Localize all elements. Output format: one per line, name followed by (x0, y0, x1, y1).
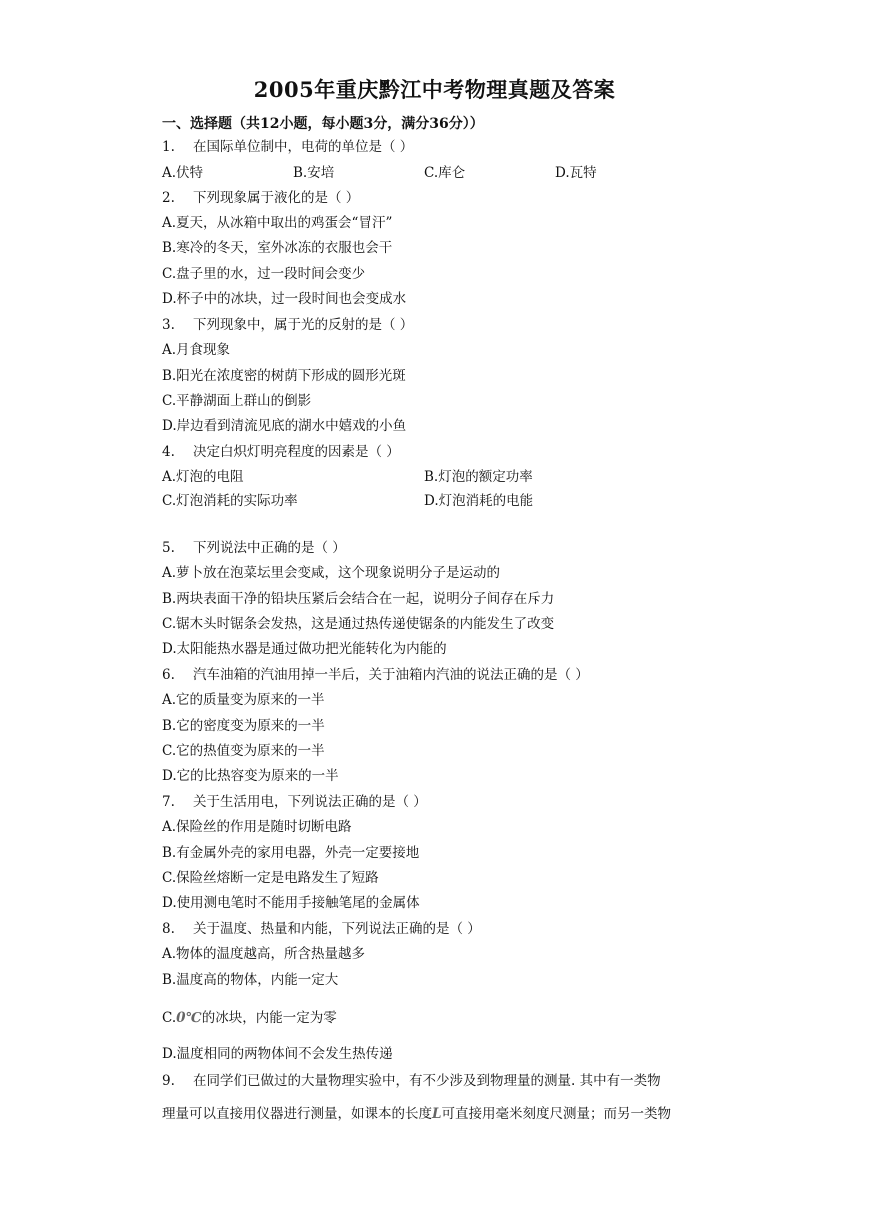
math-expression: 0℃ (176, 1010, 202, 1026)
option-a: A.月食现象 (162, 342, 231, 358)
question-4 (162, 443, 400, 461)
question-7 (162, 793, 427, 811)
question-text: 可直接用毫米刻度尺测量；而另一类物 (441, 1106, 671, 1122)
question-9-continued (162, 1105, 671, 1123)
option-a: A.萝卜放在泡菜坛里会变咸，这个现象说明分子是运动的 (162, 565, 501, 581)
option-a: A.夏天，从冰箱中取出的鸡蛋会“冒汗” (162, 215, 393, 231)
option-c: C.保险丝熔断一定是电路发生了短路 (162, 870, 379, 886)
option-b: B.它的密度变为原来的一半 (162, 718, 325, 734)
math-expression: L (432, 1106, 442, 1122)
section-heading-choice: 一、选择题（共12小题，每小题3分，满分36分）） (162, 116, 484, 132)
option-d: D.太阳能热水器是通过做功把光能转化为内能的 (162, 641, 447, 657)
question-6 (162, 666, 589, 684)
question-number: 8. (162, 921, 175, 937)
option-a: A.伏特 (162, 165, 204, 181)
question-text: 决定白炽灯明亮程度的因素是（ ） (193, 444, 400, 460)
question-2 (162, 189, 359, 207)
question-3 (162, 316, 413, 334)
option-c: C.锯木头时锯条会发热，这是通过热传递使锯条的内能发生了改变 (162, 616, 555, 632)
option-b: B.有金属外壳的家用电器，外壳一定要接地 (162, 845, 420, 861)
option-a: A.物体的温度越高，所含热量越多 (162, 946, 366, 962)
option-b: B.寒冷的冬天，室外冰冻的衣服也会干 (162, 240, 393, 256)
option-c: C.灯泡消耗的实际功率 (162, 493, 298, 509)
option-c: C.它的热值变为原来的一半 (162, 743, 325, 759)
option-c: C.平静湖面上群山的倒影 (162, 393, 312, 409)
question-text: 下列现象中，属于光的反射的是（ ） (193, 317, 414, 333)
question-5 (162, 539, 346, 557)
page-title: 2005年重庆黔江中考物理真题及答案 (253, 77, 616, 102)
question-text: 在同学们已做过的大量物理实验中，有不少涉及到物理量的测量. 其中有一类物 (193, 1073, 661, 1089)
question-text: 关于生活用电，下列说法正确的是（ ） (193, 794, 427, 810)
option-label: C. (162, 1010, 177, 1026)
question-text: 汽车油箱的汽油用掉一半后，关于油箱内汽油的说法正确的是（ ） (193, 667, 589, 683)
question-1 (162, 138, 413, 156)
question-number: 3. (162, 317, 175, 333)
question-text: 下列现象属于液化的是（ ） (193, 190, 360, 206)
question-number: 4. (162, 444, 175, 460)
option-b: B.两块表面干净的铅块压紧后会结合在一起，说明分子间存在斥力 (162, 591, 555, 607)
option-c (162, 1009, 337, 1027)
option-text: 的冰块，内能一定为零 (201, 1010, 337, 1026)
question-number: 6. (162, 667, 175, 683)
question-text: 关于温度、热量和内能，下列说法正确的是（ ） (193, 921, 481, 937)
option-a: A.保险丝的作用是随时切断电路 (162, 819, 352, 835)
question-text: 理量可以直接用仪器进行测量，如课本的长度 (162, 1106, 432, 1122)
option-b: B.安培 (293, 165, 335, 181)
option-d: D.使用测电笔时不能用手接触笔尾的金属体 (162, 895, 420, 911)
question-text: 在国际单位制中，电荷的单位是（ ） (193, 139, 414, 155)
option-d: D.杯子中的冰块，过一段时间也会变成水 (162, 291, 407, 307)
option-d: D.温度相同的两物体间不会发生热传递 (162, 1046, 393, 1062)
question-number: 5. (162, 540, 175, 556)
question-8 (162, 920, 481, 938)
option-d: D.灯泡消耗的电能 (424, 493, 534, 509)
question-number: 2. (162, 190, 175, 206)
option-b: B.阳光在浓度密的树荫下形成的圆形光斑 (162, 368, 406, 384)
option-d: D.岸边看到清流见底的湖水中嬉戏的小鱼 (162, 418, 407, 434)
question-9 (162, 1072, 661, 1090)
option-c: C.盘子里的水，过一段时间会变少 (162, 266, 366, 282)
option-d: D.它的比热容变为原来的一半 (162, 768, 339, 784)
question-number: 7. (162, 794, 175, 810)
option-b: B.温度高的物体，内能一定大 (162, 972, 339, 988)
option-c: C.库仑 (424, 165, 466, 181)
question-number: 9. (162, 1073, 175, 1089)
option-a: A.灯泡的电阻 (162, 469, 244, 485)
option-d: D.瓦特 (555, 165, 597, 181)
option-a: A.它的质量变为原来的一半 (162, 692, 325, 708)
question-number: 1. (162, 139, 175, 155)
option-b: B.灯泡的额定功率 (424, 469, 533, 485)
question-text: 下列说法中正确的是（ ） (193, 540, 346, 556)
